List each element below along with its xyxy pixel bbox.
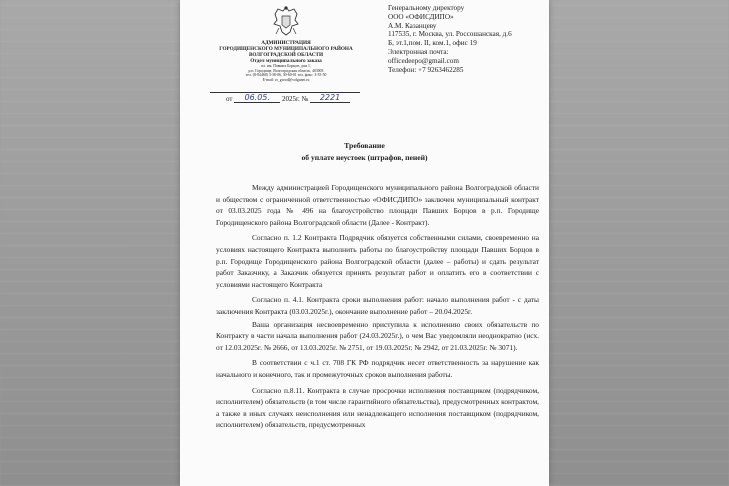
recipient-line: ООО «ОФИСДИПО»: [388, 12, 454, 21]
document-subtitle: об уплате неустоек (штрафов, пеней): [301, 153, 428, 162]
date-field: [234, 94, 280, 103]
background-right: [549, 0, 729, 486]
agency-addr2: р.п. Городище, Волгоградская область, 403003: [248, 68, 324, 73]
agency-line4: Отдел муниципального заказа: [250, 58, 322, 64]
date-number-line: [226, 94, 366, 103]
number-field: [310, 94, 350, 103]
agency-addr3: тел. (8-84468) 3-38-06, 30-60-01 тел. факс: 3-35-50: [245, 73, 327, 78]
paragraph: Согласно п. 4.1. Контракта сроки выполнения работ: начало выполнения работ - с даты заключения Контракта (03.03.2025г.), окончание выполнение работ – 20.04.2025г.: [216, 295, 539, 316]
agency-line2: ГОРОДИЩЕНСКОГО МУНИЦИПАЛЬНОГО РАЙОНА: [219, 46, 353, 52]
recipient-line: Б, эт.1,пом. II, ком.1, офис 19: [388, 39, 477, 48]
number-handwritten: 2221: [319, 93, 341, 102]
number-sign: №: [301, 95, 309, 103]
agency-line1: АДМИНИСТРАЦИЯ: [261, 40, 311, 46]
recipient-line: 117535, г. Москва, ул. Россошанская, д.6: [388, 30, 512, 39]
background-left: [0, 0, 180, 486]
document-title: Требование: [344, 141, 385, 150]
date-prefix: от: [226, 95, 233, 103]
recipient-line: Телефон: +7 9263462285: [388, 65, 464, 74]
agency-addr1: пл. им. Павших Борцов, дом 1,: [261, 64, 311, 68]
agency-email: E-mail: zr_gorod@volganet.ru: [262, 77, 310, 82]
coat-of-arms-icon: [270, 4, 302, 38]
recipient-block: [388, 4, 538, 74]
paragraph: Согласно п. 1.2 Контракта Подрядчик обязуется собственными силами, своевременно на условиях настоящего Контракта выполнить работы по благоустройству площади Павших Борцов в р.п. Городище Городищенского района Волгоградской области (далее – работы) и сдать результат работ Заказчику, а Заказчик обязуется принять результат работ и оплатить его в соответствии с условиями настоящего Контракта: [216, 233, 539, 289]
date-year: 2025г.: [281, 95, 300, 103]
paragraph: В соответствии с ч.1 ст. 708 ГК РФ подрядчик несет ответственность за нарушение как начального и конечного, так и промежуточных сроков выполнения работы.: [216, 358, 539, 379]
paragraph: Ваша организация несвоевременно приступила к исполнению своих обязательств по Контракту в части начала выполнения работ (24.03.2025г.), о чем Вас уведомляли неоднократно (исх. от 12.03.2025г. № 2666, от 13.03.2025г. № 2751, от 19.03.2025г. № 2942, от 21.03.2025г. № 3071).: [216, 319, 539, 352]
recipient-line: Электронная почта:: [388, 47, 449, 56]
recipient-line: Генеральному директору: [388, 4, 465, 12]
recipient-line: А.М. Казанцеву: [388, 21, 437, 30]
document-page: [180, 0, 549, 486]
date-handwritten: 06.05.: [244, 93, 270, 102]
agency-header: [208, 40, 364, 82]
paragraph: Согласно п.8.11. Контракта в случае просрочки исполнения поставщиком (подрядчиком, исполнителем) обязательств (в том числе гарантийного обязательства), предусмотренных контрактом, а также в иных случаях неисполнения или ненадлежащего исполнения поставщиком (подрядчиком, исполнителем) обязательств, предусмотренных: [216, 385, 539, 430]
agency-line3: ВОЛГОГРАДСКОЙ ОБЛАСТИ: [248, 52, 324, 58]
document-body: [216, 182, 539, 435]
paragraph: Между администрацией Городищенского муниципального района Волгоградской области и обществом с ограниченной ответственностью «ОФИСДИПО» заключен муниципальный контракт от 03.03.2025 года № 496 на благоустройство площади Павших Борцов в р.п. Городище Городищенского района Волгоградской области (Далее - Контракт).: [216, 183, 539, 227]
recipient-line: officedeepo@gmail.com: [388, 56, 459, 65]
